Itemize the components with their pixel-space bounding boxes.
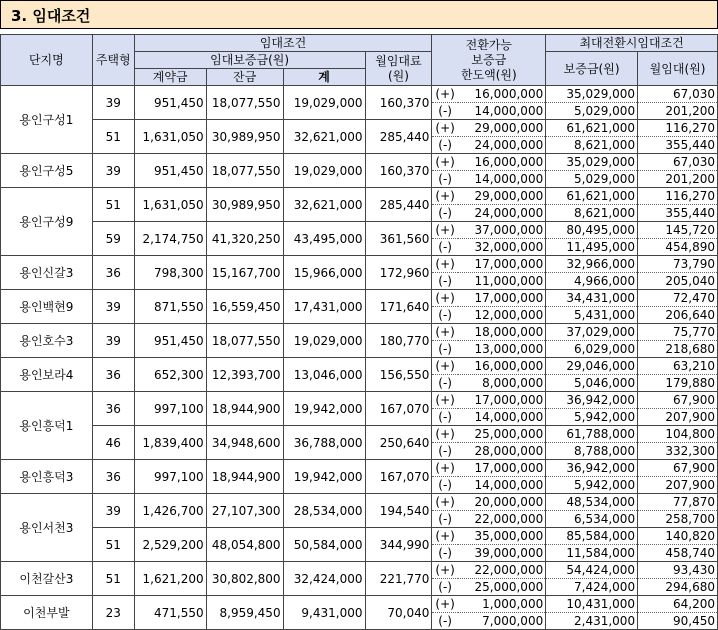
- cell-minus-monthly: 179,880: [638, 375, 718, 392]
- cell-plus-amount: 20,000,000: [458, 494, 546, 511]
- table-row: [1, 562, 718, 579]
- cell-balance: 15,167,700: [206, 256, 283, 290]
- cell-total: 28,534,000: [283, 494, 365, 528]
- cell-monthly: 172,960: [365, 256, 432, 290]
- cell-total: 17,431,000: [283, 290, 365, 324]
- cell-plus-deposit: 35,029,000: [546, 154, 638, 171]
- cell-type: 36: [92, 392, 134, 426]
- table-row: [1, 256, 718, 273]
- table-row: [1, 596, 718, 613]
- sign-plus: (+): [432, 86, 458, 103]
- cell-plus-monthly: 77,870: [638, 494, 718, 511]
- sign-plus: (+): [432, 426, 458, 443]
- cell-minus-monthly: 206,640: [638, 307, 718, 324]
- cell-plus-deposit: 36,942,000: [546, 392, 638, 409]
- cell-plus-deposit: 80,495,000: [546, 222, 638, 239]
- cell-minus-amount: 11,000,000: [458, 273, 546, 290]
- cell-minus-monthly: 332,300: [638, 443, 718, 460]
- cell-minus-amount: 32,000,000: [458, 239, 546, 256]
- sign-plus: (+): [432, 358, 458, 375]
- sign-plus: (+): [432, 562, 458, 579]
- cell-minus-deposit: 7,424,000: [546, 579, 638, 596]
- section-title-bar: [0, 0, 718, 29]
- sign-plus: (+): [432, 222, 458, 239]
- cell-monthly: 361,560: [365, 222, 432, 256]
- cell-complex: 용인백현9: [1, 290, 93, 324]
- cell-balance: 41,320,250: [206, 222, 283, 256]
- table-row: [1, 392, 718, 409]
- cell-plus-amount: 37,000,000: [458, 222, 546, 239]
- cell-type: 36: [92, 358, 134, 392]
- table-row: [1, 460, 718, 477]
- cell-total: 9,431,000: [283, 596, 365, 630]
- table-row: [1, 290, 718, 307]
- cell-total: 50,584,000: [283, 528, 365, 562]
- sign-plus: (+): [432, 324, 458, 341]
- cell-total: 43,495,000: [283, 222, 365, 256]
- cell-contract: 1,839,400: [134, 426, 206, 460]
- cell-minus-amount: 22,000,000: [458, 511, 546, 528]
- cell-monthly: 70,040: [365, 596, 432, 630]
- sign-minus: (-): [432, 273, 458, 290]
- table-row: [1, 222, 718, 239]
- sign-plus: (+): [432, 392, 458, 409]
- cell-balance: 8,959,450: [206, 596, 283, 630]
- cell-complex: 용인신갈3: [1, 256, 93, 290]
- cell-contract: 951,450: [134, 86, 206, 120]
- header-max-deposit: 보증금(원): [546, 52, 638, 86]
- header-total: 계: [283, 69, 365, 86]
- header-balance: 잔금: [206, 69, 283, 86]
- table-row: [1, 528, 718, 545]
- cell-minus-amount: 25,000,000: [458, 579, 546, 596]
- cell-plus-amount: 16,000,000: [458, 86, 546, 103]
- cell-minus-monthly: 355,440: [638, 137, 718, 154]
- cell-total: 15,966,000: [283, 256, 365, 290]
- cell-monthly: 180,770: [365, 324, 432, 358]
- cell-contract: 652,300: [134, 358, 206, 392]
- sign-minus: (-): [432, 341, 458, 358]
- cell-balance: 18,944,900: [206, 392, 283, 426]
- cell-minus-monthly: 258,700: [638, 511, 718, 528]
- cell-plus-amount: 17,000,000: [458, 460, 546, 477]
- cell-complex: 용인구성1: [1, 86, 93, 154]
- cell-minus-deposit: 11,584,000: [546, 545, 638, 562]
- cell-plus-monthly: 63,210: [638, 358, 718, 375]
- cell-plus-monthly: 116,270: [638, 120, 718, 137]
- cell-monthly: 285,440: [365, 188, 432, 222]
- cell-type: 46: [92, 426, 134, 460]
- cell-balance: 30,989,950: [206, 188, 283, 222]
- cell-plus-monthly: 75,770: [638, 324, 718, 341]
- cell-contract: 2,529,200: [134, 528, 206, 562]
- cell-plus-deposit: 54,424,000: [546, 562, 638, 579]
- cell-contract: 951,450: [134, 154, 206, 188]
- cell-complex: 용인흥덕1: [1, 392, 93, 460]
- cell-minus-deposit: 11,495,000: [546, 239, 638, 256]
- header-max-monthly: 월임대(원): [638, 52, 718, 86]
- table-row: [1, 154, 718, 171]
- header-complex: 단지명: [1, 35, 93, 86]
- cell-total: 19,029,000: [283, 86, 365, 120]
- cell-type: 36: [92, 460, 134, 494]
- cell-complex: 용인흥덕3: [1, 460, 93, 494]
- cell-contract: 997,100: [134, 460, 206, 494]
- cell-minus-amount: 14,000,000: [458, 171, 546, 188]
- cell-plus-monthly: 67,030: [638, 154, 718, 171]
- cell-balance: 16,559,450: [206, 290, 283, 324]
- cell-type: 39: [92, 86, 134, 120]
- table-row: [1, 426, 718, 443]
- cell-minus-amount: 39,000,000: [458, 545, 546, 562]
- cell-minus-amount: 8,000,000: [458, 375, 546, 392]
- cell-minus-amount: 12,000,000: [458, 307, 546, 324]
- sign-minus: (-): [432, 511, 458, 528]
- header-type: 주택형: [92, 35, 134, 86]
- cell-total: 32,424,000: [283, 562, 365, 596]
- cell-plus-monthly: 93,430: [638, 562, 718, 579]
- cell-plus-monthly: 104,800: [638, 426, 718, 443]
- cell-total: 32,621,000: [283, 188, 365, 222]
- cell-plus-amount: 25,000,000: [458, 426, 546, 443]
- cell-plus-monthly: 140,820: [638, 528, 718, 545]
- cell-plus-deposit: 34,431,000: [546, 290, 638, 307]
- cell-minus-monthly: 207,900: [638, 409, 718, 426]
- cell-plus-amount: 17,000,000: [458, 256, 546, 273]
- cell-contract: 1,631,050: [134, 120, 206, 154]
- cell-minus-monthly: 218,680: [638, 341, 718, 358]
- header-convertible: 전환가능 보증금 한도액(원): [432, 35, 546, 86]
- cell-balance: 18,944,900: [206, 460, 283, 494]
- sign-minus: (-): [432, 443, 458, 460]
- cell-plus-amount: 29,000,000: [458, 188, 546, 205]
- sign-minus: (-): [432, 171, 458, 188]
- cell-type: 51: [92, 120, 134, 154]
- cell-monthly: 221,770: [365, 562, 432, 596]
- cell-contract: 997,100: [134, 392, 206, 426]
- cell-total: 19,942,000: [283, 392, 365, 426]
- cell-plus-amount: 22,000,000: [458, 562, 546, 579]
- sign-minus: (-): [432, 613, 458, 630]
- cell-contract: 798,300: [134, 256, 206, 290]
- cell-plus-amount: 16,000,000: [458, 154, 546, 171]
- cell-contract: 2,174,750: [134, 222, 206, 256]
- sign-plus: (+): [432, 290, 458, 307]
- cell-total: 19,942,000: [283, 460, 365, 494]
- cell-complex: 용인구성9: [1, 188, 93, 256]
- sign-minus: (-): [432, 307, 458, 324]
- cell-plus-monthly: 73,790: [638, 256, 718, 273]
- sign-minus: (-): [432, 205, 458, 222]
- sign-minus: (-): [432, 103, 458, 120]
- lease-conditions-table: [0, 34, 718, 630]
- cell-monthly: 194,540: [365, 494, 432, 528]
- cell-minus-monthly: 90,450: [638, 613, 718, 630]
- cell-plus-amount: 35,000,000: [458, 528, 546, 545]
- cell-plus-monthly: 145,720: [638, 222, 718, 239]
- cell-plus-deposit: 61,621,000: [546, 188, 638, 205]
- cell-plus-monthly: 116,270: [638, 188, 718, 205]
- cell-plus-amount: 16,000,000: [458, 358, 546, 375]
- header-lease-conditions: 임대조건: [134, 35, 432, 52]
- cell-balance: 48,054,800: [206, 528, 283, 562]
- section-title: 3. 임대조건: [11, 7, 91, 25]
- cell-plus-amount: 17,000,000: [458, 290, 546, 307]
- cell-balance: 30,989,950: [206, 120, 283, 154]
- cell-minus-deposit: 5,942,000: [546, 409, 638, 426]
- cell-minus-amount: 7,000,000: [458, 613, 546, 630]
- cell-minus-amount: 14,000,000: [458, 409, 546, 426]
- header-contract: 계약금: [134, 69, 206, 86]
- cell-minus-monthly: 294,680: [638, 579, 718, 596]
- sign-minus: (-): [432, 375, 458, 392]
- cell-plus-deposit: 35,029,000: [546, 86, 638, 103]
- cell-complex: 용인호수3: [1, 324, 93, 358]
- cell-monthly: 250,640: [365, 426, 432, 460]
- cell-minus-deposit: 2,431,000: [546, 613, 638, 630]
- cell-plus-deposit: 29,046,000: [546, 358, 638, 375]
- cell-type: 51: [92, 528, 134, 562]
- cell-type: 23: [92, 596, 134, 630]
- sign-plus: (+): [432, 188, 458, 205]
- cell-balance: 12,393,700: [206, 358, 283, 392]
- header-deposit: 임대보증금(원): [134, 52, 365, 69]
- cell-minus-deposit: 5,046,000: [546, 375, 638, 392]
- cell-contract: 951,450: [134, 324, 206, 358]
- cell-minus-amount: 24,000,000: [458, 205, 546, 222]
- cell-minus-amount: 13,000,000: [458, 341, 546, 358]
- sign-minus: (-): [432, 409, 458, 426]
- cell-minus-monthly: 458,740: [638, 545, 718, 562]
- cell-plus-deposit: 32,966,000: [546, 256, 638, 273]
- cell-total: 36,788,000: [283, 426, 365, 460]
- cell-plus-monthly: 64,200: [638, 596, 718, 613]
- cell-minus-monthly: 201,200: [638, 103, 718, 120]
- sign-plus: (+): [432, 154, 458, 171]
- cell-monthly: 156,550: [365, 358, 432, 392]
- cell-plus-deposit: 37,029,000: [546, 324, 638, 341]
- cell-complex: 이천갈산3: [1, 562, 93, 596]
- cell-minus-monthly: 205,040: [638, 273, 718, 290]
- header-monthly: 월임대료 (원): [365, 52, 432, 86]
- cell-balance: 18,077,550: [206, 324, 283, 358]
- cell-type: 59: [92, 222, 134, 256]
- cell-minus-deposit: 6,029,000: [546, 341, 638, 358]
- cell-monthly: 167,070: [365, 460, 432, 494]
- sign-minus: (-): [432, 239, 458, 256]
- cell-total: 32,621,000: [283, 120, 365, 154]
- cell-minus-deposit: 5,942,000: [546, 477, 638, 494]
- sign-minus: (-): [432, 477, 458, 494]
- cell-minus-deposit: 8,621,000: [546, 205, 638, 222]
- cell-plus-deposit: 10,431,000: [546, 596, 638, 613]
- cell-contract: 1,621,200: [134, 562, 206, 596]
- cell-minus-monthly: 454,890: [638, 239, 718, 256]
- cell-total: 19,029,000: [283, 324, 365, 358]
- cell-minus-monthly: 355,440: [638, 205, 718, 222]
- sign-minus: (-): [432, 137, 458, 154]
- cell-minus-monthly: 207,900: [638, 477, 718, 494]
- cell-minus-deposit: 4,966,000: [546, 273, 638, 290]
- sign-plus: (+): [432, 528, 458, 545]
- cell-plus-deposit: 61,621,000: [546, 120, 638, 137]
- cell-contract: 1,426,700: [134, 494, 206, 528]
- cell-type: 39: [92, 324, 134, 358]
- cell-complex: 이천부발: [1, 596, 93, 630]
- cell-balance: 27,107,300: [206, 494, 283, 528]
- cell-minus-amount: 14,000,000: [458, 103, 546, 120]
- table-row: [1, 188, 718, 205]
- cell-monthly: 167,070: [365, 392, 432, 426]
- sign-plus: (+): [432, 256, 458, 273]
- sign-plus: (+): [432, 460, 458, 477]
- cell-plus-monthly: 67,900: [638, 392, 718, 409]
- cell-total: 13,046,000: [283, 358, 365, 392]
- cell-plus-amount: 18,000,000: [458, 324, 546, 341]
- cell-type: 36: [92, 256, 134, 290]
- cell-type: 51: [92, 188, 134, 222]
- cell-minus-amount: 28,000,000: [458, 443, 546, 460]
- cell-plus-deposit: 36,942,000: [546, 460, 638, 477]
- cell-monthly: 160,370: [365, 154, 432, 188]
- cell-contract: 471,550: [134, 596, 206, 630]
- header-max-conversion: 최대전환시임대조건: [546, 35, 718, 52]
- cell-plus-monthly: 72,470: [638, 290, 718, 307]
- cell-minus-amount: 14,000,000: [458, 477, 546, 494]
- cell-plus-deposit: 61,788,000: [546, 426, 638, 443]
- cell-plus-monthly: 67,900: [638, 460, 718, 477]
- cell-type: 51: [92, 562, 134, 596]
- cell-complex: 용인구성5: [1, 154, 93, 188]
- cell-monthly: 344,990: [365, 528, 432, 562]
- cell-type: 39: [92, 290, 134, 324]
- cell-minus-amount: 24,000,000: [458, 137, 546, 154]
- cell-minus-deposit: 8,621,000: [546, 137, 638, 154]
- cell-minus-deposit: 5,431,000: [546, 307, 638, 324]
- table-row: [1, 358, 718, 375]
- table-row: [1, 324, 718, 341]
- cell-plus-amount: 29,000,000: [458, 120, 546, 137]
- cell-monthly: 160,370: [365, 86, 432, 120]
- cell-plus-deposit: 85,584,000: [546, 528, 638, 545]
- cell-minus-deposit: 5,029,000: [546, 103, 638, 120]
- cell-total: 19,029,000: [283, 154, 365, 188]
- cell-balance: 30,802,800: [206, 562, 283, 596]
- cell-contract: 1,631,050: [134, 188, 206, 222]
- table-row: [1, 86, 718, 103]
- cell-complex: 용인서천3: [1, 494, 93, 562]
- cell-monthly: 171,640: [365, 290, 432, 324]
- cell-minus-deposit: 5,029,000: [546, 171, 638, 188]
- cell-complex: 용인보라4: [1, 358, 93, 392]
- cell-minus-deposit: 8,788,000: [546, 443, 638, 460]
- cell-plus-amount: 1,000,000: [458, 596, 546, 613]
- cell-balance: 34,948,600: [206, 426, 283, 460]
- sign-plus: (+): [432, 120, 458, 137]
- cell-plus-amount: 17,000,000: [458, 392, 546, 409]
- sign-minus: (-): [432, 545, 458, 562]
- table-row: [1, 494, 718, 511]
- sign-minus: (-): [432, 579, 458, 596]
- cell-type: 39: [92, 154, 134, 188]
- sign-plus: (+): [432, 596, 458, 613]
- cell-minus-deposit: 6,534,000: [546, 511, 638, 528]
- cell-minus-monthly: 201,200: [638, 171, 718, 188]
- cell-type: 39: [92, 494, 134, 528]
- cell-contract: 871,550: [134, 290, 206, 324]
- cell-balance: 18,077,550: [206, 154, 283, 188]
- cell-balance: 18,077,550: [206, 86, 283, 120]
- table-row: [1, 120, 718, 137]
- cell-plus-monthly: 67,030: [638, 86, 718, 103]
- sign-plus: (+): [432, 494, 458, 511]
- cell-monthly: 285,440: [365, 120, 432, 154]
- cell-plus-deposit: 48,534,000: [546, 494, 638, 511]
